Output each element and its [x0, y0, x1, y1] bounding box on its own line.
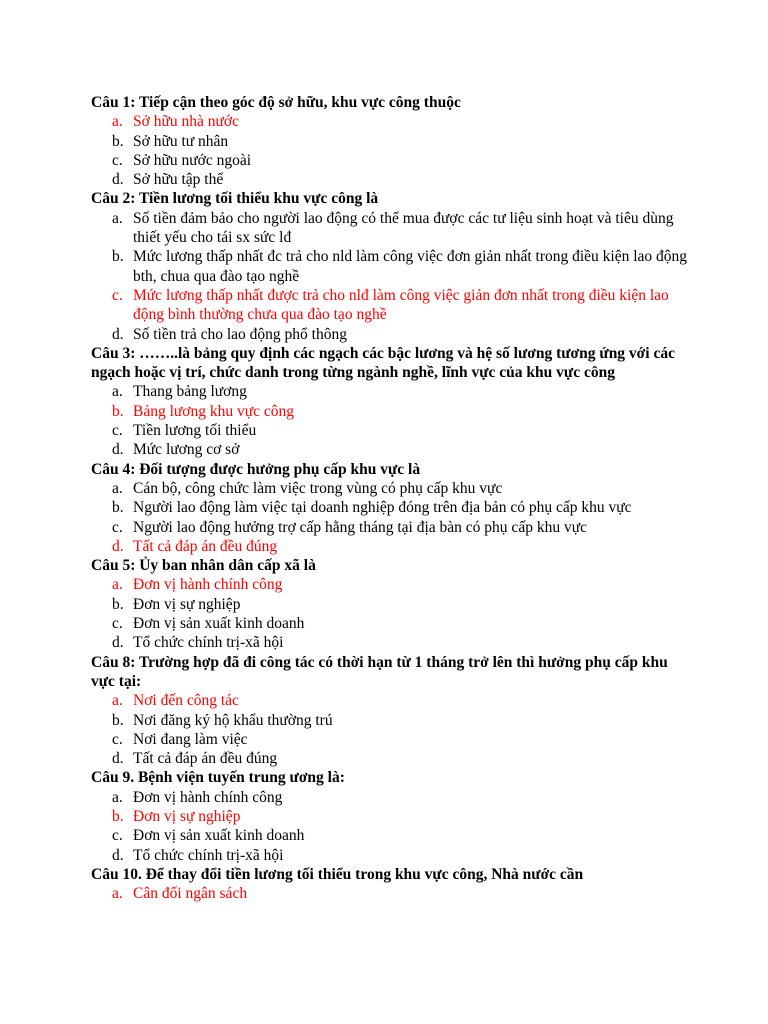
- question-10: [91, 865, 691, 904]
- question-3: [91, 344, 691, 460]
- option-text: Sở hữu tập thể: [133, 171, 224, 189]
- option-list: [91, 575, 691, 652]
- option-item: [91, 132, 691, 151]
- option-letter: a.: [112, 576, 123, 594]
- option-letter: b.: [112, 248, 124, 266]
- option-item: [91, 846, 691, 865]
- question-8: [91, 653, 691, 769]
- option-item: [91, 498, 691, 517]
- question-4: [91, 460, 691, 556]
- option-item: [91, 325, 691, 344]
- option-text: Đơn vị sự nghiệp: [133, 807, 241, 825]
- option-letter: d.: [112, 634, 124, 652]
- option-text: Đơn vị sự nghiệp: [133, 595, 241, 613]
- question-1: [91, 93, 691, 189]
- option-item: [91, 440, 691, 459]
- option-letter: d.: [112, 171, 124, 189]
- option-item: [91, 421, 691, 440]
- option-letter: b.: [112, 711, 124, 729]
- option-item: [91, 575, 691, 594]
- option-list: [91, 884, 691, 903]
- option-text: Tổ chức chính trị-xã hội: [133, 846, 284, 864]
- option-item: [91, 807, 691, 826]
- question-title: Câu 9. Bệnh viện tuyến trung ương là:: [91, 769, 345, 787]
- option-letter: a.: [112, 885, 123, 903]
- option-text: Đơn vị sản xuất kinh doanh: [133, 827, 305, 845]
- option-item: [91, 402, 691, 421]
- option-text: Tổ chức chính trị-xã hội: [133, 634, 284, 652]
- option-item: [91, 633, 691, 652]
- option-list: [91, 112, 691, 189]
- option-text: Cân đối ngân sách: [133, 885, 248, 903]
- option-text: Mức lương cơ sở: [133, 441, 240, 459]
- option-letter: b.: [112, 807, 124, 825]
- option-text: Người lao động làm việc tại doanh nghiệp đóng trên địa bản có phụ cấp khu vực: [133, 499, 632, 517]
- option-text: Sở hữu nước ngoài: [133, 151, 252, 169]
- option-letter: c.: [112, 730, 123, 748]
- question-2: [91, 189, 691, 343]
- option-text: Đơn vị hành chính công: [133, 576, 283, 594]
- option-letter: a.: [112, 383, 123, 401]
- question-title: Câu 10. Để thay đổi tiền lương tối thiểu trong khu vực công, Nhà nước cần: [91, 865, 584, 883]
- option-letter: c.: [112, 518, 123, 536]
- option-text: Nơi đăng ký hộ khẩu thường trú: [133, 711, 333, 729]
- option-text: Tất cả đáp án đều đúng: [133, 537, 278, 555]
- option-item: [91, 711, 691, 730]
- option-letter: c.: [112, 151, 123, 169]
- option-item: [91, 826, 691, 845]
- option-letter: a.: [112, 479, 123, 497]
- option-text: Thang bảng lương: [133, 383, 247, 401]
- option-item: [91, 209, 691, 248]
- question-5: [91, 556, 691, 652]
- option-item: [91, 382, 691, 401]
- option-text: Mức lương thấp nhất đc trả cho nld làm công việc đơn giản nhất trong điều kiện lao động bth, chua qua đào tạo nghề: [133, 248, 688, 285]
- option-item: [91, 730, 691, 749]
- option-letter: a.: [112, 113, 123, 131]
- option-letter: b.: [112, 499, 124, 517]
- option-text: Mức lương thấp nhất được trả cho nlđ làm công việc giản đơn nhất trong điều kiện lao động bình thường chưa qua đào tạo nghề: [133, 286, 669, 324]
- question-title: Câu 4: Đối tượng được hưởng phụ cấp khu vực là: [91, 460, 421, 478]
- option-item: [91, 691, 691, 710]
- option-item: [91, 614, 691, 633]
- option-letter: d.: [112, 846, 124, 864]
- option-item: [91, 247, 691, 286]
- option-letter: c.: [112, 422, 123, 440]
- option-letter: c.: [112, 286, 123, 304]
- option-text: Sở hữu nhà nước: [133, 113, 239, 131]
- option-list: [91, 479, 691, 556]
- question-title: Câu 3: ……..là bảng quy định các ngạch các bậc lương và hệ số lương tương ứng với các ngạch hoặc vị trí, chức danh trong từng ngành nghề, lĩnh vực của khu vực công: [91, 344, 675, 382]
- option-letter: d.: [112, 750, 124, 768]
- option-letter: d.: [112, 441, 124, 459]
- question-title: Câu 1: Tiếp cận theo góc độ sở hữu, khu vực công thuộc: [91, 94, 461, 111]
- option-text: Nơi đến công tác: [133, 692, 239, 710]
- option-letter: c.: [112, 615, 123, 633]
- option-text: Nơi đang làm việc: [133, 730, 248, 748]
- option-item: [91, 884, 691, 903]
- option-text: Tiền lương tối thiểu: [133, 422, 257, 440]
- option-item: [91, 788, 691, 807]
- question-title: Câu 5: Ủy ban nhân dân cấp xã là: [91, 557, 316, 575]
- option-item: [91, 518, 691, 537]
- option-list: [91, 382, 691, 459]
- option-letter: c.: [112, 827, 123, 845]
- option-text: Người lao động hưởng trợ cấp hằng tháng tại địa bàn có phụ cấp khu vực: [133, 518, 587, 536]
- option-text: Cán bộ, công chức làm việc trong vùng có phụ cấp khu vực: [133, 479, 503, 497]
- option-text: Đơn vị hành chính công: [133, 788, 283, 806]
- option-letter: a.: [112, 692, 123, 710]
- option-text: Sở hữu tư nhân: [133, 132, 229, 150]
- option-item: [91, 170, 691, 189]
- option-item: [91, 479, 691, 498]
- option-list: [91, 209, 691, 344]
- option-letter: a.: [112, 788, 123, 806]
- question-title: Câu 2: Tiền lương tối thiểu khu vực công là: [91, 190, 379, 208]
- option-text: Bảng lương khu vực công: [133, 402, 295, 420]
- option-text: Số tiền đảm bảo cho người lao động có thể mua được các tư liệu sinh hoạt và tiêu dùng thiết yếu cho tái sx sức lđ: [133, 209, 674, 247]
- question-title: Câu 8: Trường hợp đã đi công tác có thời hạn từ 1 tháng trở lên thì hưởng phụ cấp khu vực tại:: [91, 653, 668, 690]
- option-letter: a.: [112, 209, 123, 227]
- option-text: Đơn vị sản xuất kinh doanh: [133, 615, 305, 633]
- option-text: Số tiền trả cho lao động phổ thông: [133, 325, 347, 343]
- option-item: [91, 112, 691, 131]
- option-item: [91, 595, 691, 614]
- document-page: [91, 93, 691, 903]
- option-item: [91, 151, 691, 170]
- option-list: [91, 788, 691, 865]
- option-text: Tất cả đáp án đều đúng: [133, 750, 278, 768]
- option-list: [91, 691, 691, 768]
- option-item: [91, 537, 691, 556]
- option-letter: d.: [112, 325, 124, 343]
- option-letter: d.: [112, 537, 124, 555]
- option-letter: b.: [112, 402, 124, 420]
- option-letter: b.: [112, 595, 124, 613]
- option-item: [91, 749, 691, 768]
- option-item: [91, 286, 691, 325]
- question-9: [91, 768, 691, 864]
- option-letter: b.: [112, 132, 124, 150]
